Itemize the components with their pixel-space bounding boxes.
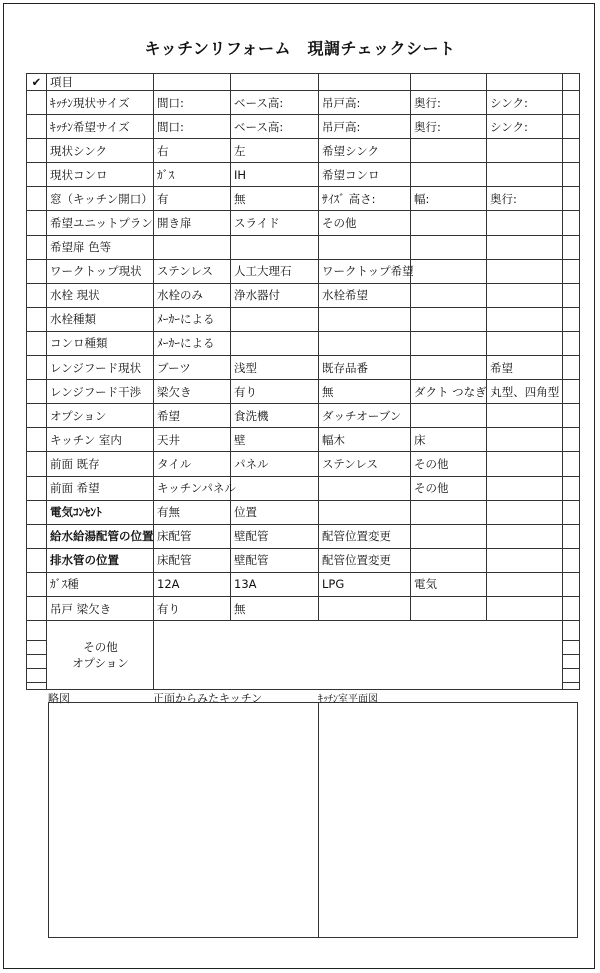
checklist-row — [27, 356, 580, 380]
row-end-cell — [563, 404, 580, 428]
checklist-row — [27, 380, 580, 404]
row-value-cell[interactable]: 無 — [231, 187, 319, 211]
row-value-cell[interactable] — [231, 235, 319, 259]
row-value-cell[interactable]: 有り — [231, 380, 319, 404]
other-label-line2: オプション — [72, 656, 129, 671]
row-label: 現状シンク — [47, 139, 154, 163]
row-end-cell — [563, 331, 580, 355]
row-end-cell — [563, 115, 580, 139]
checklist-row — [27, 428, 580, 452]
row-end-cell — [563, 452, 580, 476]
check-box-cell[interactable] — [27, 428, 47, 452]
check-box-cell[interactable] — [27, 524, 47, 548]
row-end-cell — [563, 572, 580, 596]
row-end-cell — [563, 548, 580, 572]
row-value-cell[interactable] — [487, 307, 563, 331]
row-end-cell — [563, 307, 580, 331]
row-value-cell[interactable] — [231, 476, 319, 500]
row-value-cell[interactable] — [319, 331, 411, 355]
row-end-cell — [563, 500, 580, 524]
row-value-cell[interactable]: 有無 — [154, 500, 231, 524]
other-options-label — [47, 621, 154, 690]
row-label: 水栓種類 — [47, 307, 154, 331]
other-right-stripes — [563, 621, 580, 690]
row-value-cell[interactable]: キッチンパネル — [154, 476, 231, 500]
row-label: 前面 希望 — [47, 476, 154, 500]
check-box-cell[interactable] — [27, 91, 47, 115]
checklist-row — [27, 524, 580, 548]
check-box-cell[interactable] — [27, 187, 47, 211]
row-label: キッチン 室内 — [47, 428, 154, 452]
row-value-cell[interactable]: シンク: — [487, 91, 563, 115]
row-value-cell[interactable]: IH — [231, 163, 319, 187]
check-box-cell[interactable] — [27, 356, 47, 380]
check-box-cell[interactable] — [27, 211, 47, 235]
row-value-cell[interactable]: その他 — [411, 476, 487, 500]
check-box-cell[interactable] — [27, 163, 47, 187]
other-options-row — [27, 621, 580, 690]
row-value-cell[interactable]: 13A — [231, 572, 319, 596]
row-value-cell[interactable] — [487, 259, 563, 283]
checklist-row — [27, 500, 580, 524]
row-value-cell[interactable] — [411, 139, 487, 163]
row-value-cell[interactable] — [487, 524, 563, 548]
row-value-cell[interactable] — [319, 235, 411, 259]
check-box-cell[interactable] — [27, 596, 47, 620]
row-end-cell — [563, 356, 580, 380]
row-label: 給水給湯配管の位置 — [47, 524, 154, 548]
row-label: ワークトップ現状 — [47, 259, 154, 283]
row-end-cell — [563, 139, 580, 163]
row-label: 前面 既存 — [47, 452, 154, 476]
header-cell — [411, 74, 487, 91]
header-row — [27, 74, 580, 91]
row-value-cell[interactable]: 配管位置変更 — [319, 524, 411, 548]
row-end-cell — [563, 259, 580, 283]
row-value-cell[interactable]: 床配管 — [154, 524, 231, 548]
row-value-cell[interactable]: その他 — [319, 211, 411, 235]
other-label-line1: その他 — [83, 640, 118, 655]
row-value-cell[interactable] — [487, 596, 563, 620]
row-value-cell[interactable] — [411, 524, 487, 548]
row-value-cell[interactable] — [487, 235, 563, 259]
checklist-row — [27, 187, 580, 211]
row-value-cell[interactable]: 開き扉 — [154, 211, 231, 235]
checklist-row — [27, 548, 580, 572]
row-label: 希望ユニットプラン — [47, 211, 154, 235]
row-value-cell[interactable]: 吊戸高: — [319, 115, 411, 139]
checklist-row — [27, 452, 580, 476]
checklist-row — [27, 211, 580, 235]
row-value-cell[interactable] — [411, 211, 487, 235]
row-end-cell — [563, 380, 580, 404]
row-value-cell[interactable]: 奥行: — [411, 91, 487, 115]
page-title: キッチンリフォーム 現調チェックシート — [144, 39, 456, 58]
row-end-cell — [563, 211, 580, 235]
row-label: 現状コンロ — [47, 163, 154, 187]
row-value-cell[interactable]: 12A — [154, 572, 231, 596]
row-value-cell[interactable]: 浅型 — [231, 356, 319, 380]
sketch-rough-label: 略図 — [48, 692, 70, 705]
row-value-cell[interactable] — [411, 307, 487, 331]
row-value-cell[interactable] — [487, 428, 563, 452]
check-box-cell[interactable] — [27, 476, 47, 500]
row-value-cell[interactable]: ステンレス — [154, 259, 231, 283]
row-value-cell[interactable]: 人工大理石 — [231, 259, 319, 283]
row-value-cell[interactable]: 電気 — [411, 572, 487, 596]
sketch-front-label: 正面からみたキッチン — [153, 692, 263, 705]
check-box-cell[interactable] — [27, 307, 47, 331]
row-value-cell[interactable] — [231, 331, 319, 355]
row-value-cell[interactable]: シンク: — [487, 115, 563, 139]
row-end-cell — [563, 187, 580, 211]
check-mark-icon: ✔ — [31, 75, 42, 89]
sketch-area — [48, 702, 578, 938]
row-end-cell — [563, 428, 580, 452]
row-value-cell[interactable]: ﾒｰｶｰによる — [154, 307, 231, 331]
row-value-cell[interactable]: 右 — [154, 139, 231, 163]
row-value-cell[interactable]: 奥行: — [487, 187, 563, 211]
sketch-plan-label: ｷｯﾁﾝ室平面図 — [318, 694, 378, 705]
checklist-row — [27, 115, 580, 139]
row-value-cell[interactable] — [487, 404, 563, 428]
front-view-sketch-box[interactable] — [49, 703, 319, 937]
header-cell — [154, 74, 231, 91]
row-value-cell[interactable]: その他 — [411, 452, 487, 476]
row-value-cell[interactable]: 天井 — [154, 428, 231, 452]
header-cell — [231, 74, 319, 91]
row-value-cell[interactable] — [411, 235, 487, 259]
row-value-cell[interactable]: ベース高: — [231, 115, 319, 139]
check-box-cell[interactable] — [27, 115, 47, 139]
row-value-cell[interactable]: 左 — [231, 139, 319, 163]
row-label: ｶﾞｽ種 — [47, 572, 154, 596]
row-label: ｷｯﾁﾝ希望サイズ — [47, 115, 154, 139]
checklist-row — [27, 163, 580, 187]
check-box-cell[interactable] — [27, 572, 47, 596]
row-value-cell[interactable] — [487, 139, 563, 163]
check-box-cell[interactable] — [27, 259, 47, 283]
row-value-cell[interactable]: タイル — [154, 452, 231, 476]
checklist-row — [27, 596, 580, 620]
row-value-cell[interactable]: ｶﾞｽ — [154, 163, 231, 187]
row-value-cell[interactable]: ステンレス — [319, 452, 411, 476]
row-value-cell[interactable]: 間口: — [154, 115, 231, 139]
row-value-cell[interactable]: 希望 — [487, 356, 563, 380]
row-value-cell[interactable]: ブーツ — [154, 356, 231, 380]
row-value-cell[interactable] — [487, 476, 563, 500]
row-value-cell[interactable]: 間口: — [154, 91, 231, 115]
row-value-cell[interactable]: 床配管 — [154, 548, 231, 572]
check-box-cell[interactable] — [27, 404, 47, 428]
row-value-cell[interactable]: 水栓のみ — [154, 283, 231, 307]
checklist-row — [27, 259, 580, 283]
row-label: レンジフード現状 — [47, 356, 154, 380]
row-value-cell[interactable]: ベース高: — [231, 91, 319, 115]
row-value-cell[interactable] — [411, 548, 487, 572]
check-box-cell[interactable] — [27, 380, 47, 404]
row-end-cell — [563, 596, 580, 620]
check-box-cell[interactable] — [27, 283, 47, 307]
row-label: 窓（キッチン開口） — [47, 187, 154, 211]
row-value-cell[interactable]: 梁欠き — [154, 380, 231, 404]
row-value-cell[interactable]: 無 — [319, 380, 411, 404]
sketch-labels — [26, 690, 579, 705]
row-end-cell — [563, 476, 580, 500]
row-value-cell[interactable] — [231, 307, 319, 331]
row-value-cell[interactable] — [487, 283, 563, 307]
checklist-row — [27, 307, 580, 331]
row-value-cell[interactable]: スライド — [231, 211, 319, 235]
check-box-cell[interactable] — [27, 331, 47, 355]
checklist-row — [27, 404, 580, 428]
row-value-cell[interactable] — [487, 211, 563, 235]
row-label: レンジフード干渉 — [47, 380, 154, 404]
row-value-cell[interactable] — [154, 235, 231, 259]
row-value-cell[interactable] — [487, 572, 563, 596]
header-cell — [487, 74, 563, 91]
header-cell — [319, 74, 411, 91]
check-box-cell[interactable] — [27, 139, 47, 163]
check-table — [26, 73, 580, 690]
item-header: 項目 — [47, 74, 154, 91]
row-value-cell[interactable]: 希望 — [154, 404, 231, 428]
checklist-row — [27, 476, 580, 500]
row-value-cell[interactable]: ﾒｰｶｰによる — [154, 331, 231, 355]
row-value-cell[interactable]: 希望シンク — [319, 139, 411, 163]
other-check-stripes — [27, 621, 47, 690]
row-value-cell[interactable]: 有 — [154, 187, 231, 211]
row-value-cell[interactable] — [411, 596, 487, 620]
row-value-cell[interactable]: ワークトップ希望 — [319, 259, 411, 283]
row-value-cell[interactable]: 壁配管 — [231, 524, 319, 548]
row-value-cell[interactable]: ｻｲｽﾞ 高さ: — [319, 187, 411, 211]
check-sheet-page — [3, 3, 595, 969]
checklist-row — [27, 572, 580, 596]
row-value-cell[interactable]: 配管位置変更 — [319, 548, 411, 572]
row-value-cell[interactable]: 奥行: — [411, 115, 487, 139]
row-value-cell[interactable]: LPG — [319, 572, 411, 596]
row-value-cell[interactable] — [411, 331, 487, 355]
row-end-cell — [563, 524, 580, 548]
check-mark-cell — [27, 74, 47, 91]
row-value-cell[interactable] — [487, 331, 563, 355]
checklist-row — [27, 235, 580, 259]
checklist-row — [27, 331, 580, 355]
row-label: 排水管の位置 — [47, 548, 154, 572]
row-label: 水栓 現状 — [47, 283, 154, 307]
row-value-cell[interactable]: 吊戸高: — [319, 91, 411, 115]
floor-plan-sketch-box[interactable] — [319, 703, 577, 937]
row-value-cell[interactable] — [319, 476, 411, 500]
row-value-cell[interactable]: 壁 — [231, 428, 319, 452]
row-label: 電気ｺﾝｾﾝﾄ — [47, 500, 154, 524]
row-end-cell — [563, 235, 580, 259]
row-value-cell[interactable] — [411, 259, 487, 283]
row-value-cell[interactable] — [319, 500, 411, 524]
row-value-cell[interactable]: 浄水器付 — [231, 283, 319, 307]
checklist-row — [27, 283, 580, 307]
row-value-cell[interactable]: 位置 — [231, 500, 319, 524]
check-box-cell[interactable] — [27, 500, 47, 524]
row-end-cell — [563, 91, 580, 115]
checklist-row — [27, 91, 580, 115]
row-value-cell[interactable] — [319, 307, 411, 331]
row-value-cell[interactable]: 幅: — [411, 187, 487, 211]
row-value-cell[interactable]: 幅木 — [319, 428, 411, 452]
row-label: 希望扉 色等 — [47, 235, 154, 259]
check-box-cell[interactable] — [27, 548, 47, 572]
row-value-cell[interactable] — [411, 404, 487, 428]
row-value-cell[interactable] — [411, 356, 487, 380]
row-value-cell[interactable] — [487, 548, 563, 572]
row-label: コンロ種類 — [47, 331, 154, 355]
row-value-cell[interactable]: 希望コンロ — [319, 163, 411, 187]
row-value-cell[interactable] — [487, 500, 563, 524]
row-value-cell[interactable] — [319, 596, 411, 620]
row-value-cell[interactable]: 床 — [411, 428, 487, 452]
row-value-cell[interactable] — [411, 163, 487, 187]
row-value-cell[interactable]: ダッチオーブン — [319, 404, 411, 428]
row-value-cell[interactable]: パネル — [231, 452, 319, 476]
row-end-cell — [563, 163, 580, 187]
row-value-cell[interactable] — [487, 452, 563, 476]
row-value-cell[interactable]: 水栓希望 — [319, 283, 411, 307]
row-value-cell[interactable] — [411, 283, 487, 307]
row-label: オプション — [47, 404, 154, 428]
checklist-row — [27, 139, 580, 163]
check-box-cell[interactable] — [27, 235, 47, 259]
row-value-cell[interactable]: ダクト つなぎ 丸型、四角型 — [411, 380, 487, 404]
check-box-cell[interactable] — [27, 452, 47, 476]
row-value-cell[interactable]: 食洗機 — [231, 404, 319, 428]
row-value-cell[interactable] — [487, 163, 563, 187]
row-value-cell[interactable]: 既存品番 — [319, 356, 411, 380]
row-end-cell — [563, 283, 580, 307]
row-value-cell[interactable] — [411, 500, 487, 524]
row-value-cell[interactable]: 無 — [231, 596, 319, 620]
row-value-cell[interactable]: 壁配管 — [231, 548, 319, 572]
row-value-cell[interactable]: 有り — [154, 596, 231, 620]
header-cell — [563, 74, 580, 91]
row-label: 吊戸 梁欠き — [47, 596, 154, 620]
row-label: ｷｯﾁﾝ現状サイズ — [47, 91, 154, 115]
other-options-notes[interactable] — [154, 621, 563, 690]
